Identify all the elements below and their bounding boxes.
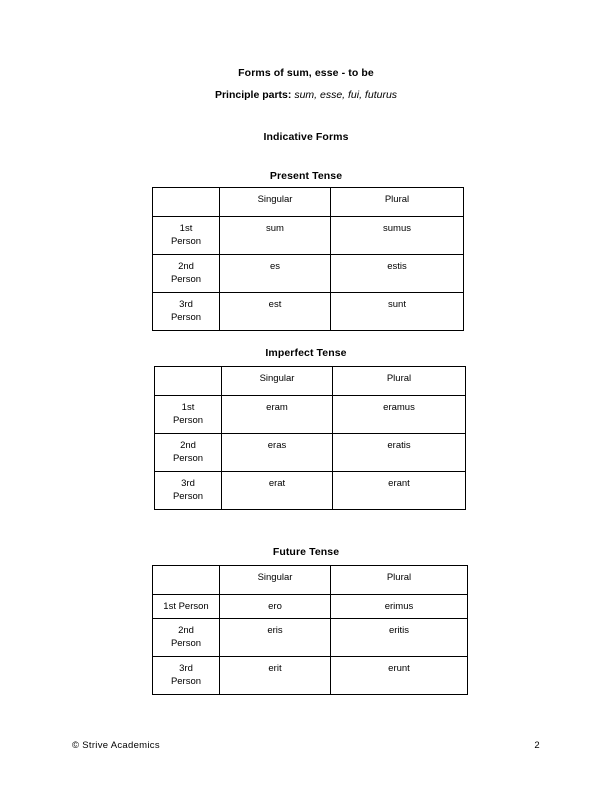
caption-present-tense: Present Tense — [269, 170, 343, 182]
page-title: Forms of sum, esse - to be — [238, 67, 374, 79]
cell-singular: eram — [222, 396, 333, 434]
row-label-person: 1st Person — [153, 217, 220, 255]
table-row — [153, 255, 464, 293]
table-row — [153, 619, 468, 657]
row-label-person: 3rd Person — [153, 293, 220, 331]
header-cell-singular: Singular — [220, 188, 331, 217]
cell-singular: erat — [222, 472, 333, 510]
cell-plural: sunt — [331, 293, 464, 331]
row-label-person: 3rd Person — [155, 472, 222, 510]
page-footer — [72, 740, 540, 751]
table-row — [153, 217, 464, 255]
caption-imperfect-tense: Imperfect Tense — [265, 347, 347, 359]
table-present-tense — [152, 187, 464, 331]
cell-plural: eratis — [333, 434, 466, 472]
header-cell-corner — [153, 566, 220, 595]
header-cell-singular: Singular — [220, 566, 331, 595]
cell-singular: es — [220, 255, 331, 293]
footer-page-number: 2 — [534, 740, 540, 751]
cell-singular: est — [220, 293, 331, 331]
header-cell-plural: Plural — [331, 188, 464, 217]
table-header-row — [155, 367, 466, 396]
row-label-person: 2nd Person — [153, 619, 220, 657]
cell-singular: eras — [222, 434, 333, 472]
table-imperfect-tense — [154, 366, 466, 510]
table-row — [155, 434, 466, 472]
cell-plural: estis — [331, 255, 464, 293]
principle-parts-line — [0, 88, 612, 102]
cell-plural: erimus — [331, 595, 468, 619]
header-cell-plural: Plural — [331, 566, 468, 595]
cell-singular: sum — [220, 217, 331, 255]
section-heading-indicative-forms: Indicative Forms — [263, 131, 349, 143]
header-cell-corner — [153, 188, 220, 217]
table-future-tense — [152, 565, 468, 695]
cell-plural: sumus — [331, 217, 464, 255]
table-row — [153, 657, 468, 695]
principle-parts-label: Principle parts: — [214, 89, 292, 101]
cell-plural: erant — [333, 472, 466, 510]
table-header-row — [153, 566, 468, 595]
row-label-person: 2nd Person — [155, 434, 222, 472]
footer-copyright: © Strive Academics — [72, 740, 160, 751]
row-label-person: 1st Person — [155, 396, 222, 434]
header-cell-plural: Plural — [333, 367, 466, 396]
cell-singular: eris — [220, 619, 331, 657]
row-label-person: 2nd Person — [153, 255, 220, 293]
table-row — [153, 293, 464, 331]
row-label-person: 3rd Person — [153, 657, 220, 695]
header-cell-corner — [155, 367, 222, 396]
document-heading — [0, 66, 612, 102]
table-header-row — [153, 188, 464, 217]
principle-parts-value: sum, esse, fui, futurus — [294, 89, 398, 101]
cell-singular: erit — [220, 657, 331, 695]
table-row — [155, 396, 466, 434]
cell-singular: ero — [220, 595, 331, 619]
table-row — [155, 472, 466, 510]
table-row — [153, 595, 468, 619]
cell-plural: eritis — [331, 619, 468, 657]
row-label-person: 1st Person — [153, 595, 220, 619]
cell-plural: eramus — [333, 396, 466, 434]
cell-plural: erunt — [331, 657, 468, 695]
header-cell-singular: Singular — [222, 367, 333, 396]
caption-future-tense: Future Tense — [272, 546, 340, 558]
